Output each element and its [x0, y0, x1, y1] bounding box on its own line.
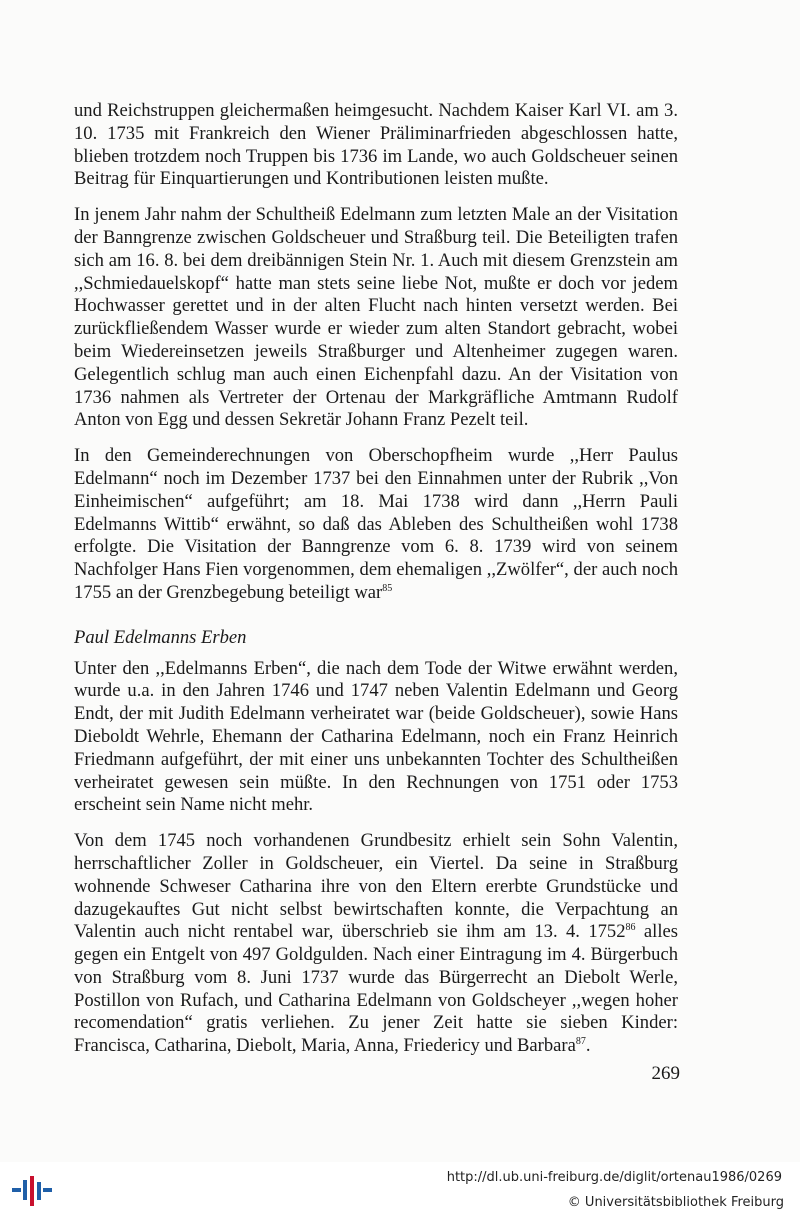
paragraph-4-text: Unter den ,,Edelmanns Erben“, die nach dem Tode der Witwe erwähnt werden, wurde u.a. in den Jahren 1746 und 1747 neben Valentin Edelmann und Georg Endt, der mit Judith Edelmann verheiratet war (beide Goldscheuer), sowie Hans Dieboldt Wehrle, Ehemann der Catharina Edelmann, noch ein Franz Heinrich Friedmann aufgeführt, der mit einer uns unbekannten Tochter des Schultheißen verheiratet gewesen sein müßte. In den Rechnungen von 1751 oder 1753 erscheint sein Name nicht mehr. — [74, 657, 678, 816]
paragraph-5-text-c: . — [585, 1035, 591, 1057]
paragraph-1 — [74, 100, 678, 191]
body-text — [74, 100, 678, 1071]
paragraph-4 — [74, 658, 678, 818]
paragraph-3-text: In den Gemeinderechnungen von Oberschopfheim wurde ,,Herr Paulus Edelmann“ noch im Dezember 1737 bei den Einnahmen unter der Rubrik ,,Von Einheimischen“ aufgeführt; am 18. Mai 1738 wird dann ,,Herrn Pauli Edelmanns Wittib“ erwähnt, so daß das Ableben des Schultheißen wohl 1738 erfolgte. Die Visitation der Banngrenze vom 6. 8. 1739 wird von seinem Nachfolger Hans Fien vorgenommen, dem ehemaligen ,,Zwölfer“, der auch noch 1755 an der Grenzbegebung beteiligt war — [74, 445, 678, 603]
permalink-url[interactable]: http://dl.ub.uni-freiburg.de/diglit/ortenau1986/0269 — [446, 1170, 782, 1185]
ub-freiburg-logo-icon — [10, 1172, 54, 1210]
paragraph-2-text: In jenem Jahr nahm der Schultheiß Edelmann zum letzten Male an der Visitation der Banngrenze zwischen Goldscheuer und Straßburg teil. Die Beteiligten trafen sich am 16. 8. bei dem dreibännigen Stein Nr. 1. Auch mit diesem Grenzstein am ,,Schmiedauelskopf“ hatte man stets seine liebe Not, mußte er doch vor jedem Hochwasser gerettet und in der alten Flucht nach hinten versetzt werden. Bei zurückfließendem Wasser wurde er wieder zum alten Standort gebracht, wobei beim Wiedereinsetzen jeweils Straßburger und Altenheimer zugegen waren. Gelegentlich schlug man auch einen Eichenpfahl dazu. An der Visitation von 1736 nahmen als Vertreter der Ortenau der Markgräfliche Amtmann Rudolf Anton von Egg und dessen Sekretär Johann Franz Pezelt teil. — [74, 204, 678, 431]
footnote-ref-86: 86 — [625, 922, 636, 934]
paragraph-3 — [74, 445, 678, 605]
copyright-notice: © Universitätsbibliothek Freiburg — [567, 1195, 784, 1210]
page-number: 269 — [651, 1063, 680, 1084]
paragraph-5-text-b: alles gegen ein Entgelt von 497 Goldgulden. Nach einer Eintragung im 4. Bürgerbuch von Straßburg vom 8. Juni 1737 wurde das Bürgerrecht an Diebolt Werle, Postillon von Rufach, und Catharina Edelmann von Goldscheyer ,,wegen hoher recomendation“ gratis verliehen. Zu jener Zeit hatte sie sieben Kinder: Francisca, Catharina, Diebolt, Maria, Anna, Friedericy und Barbara — [74, 921, 678, 1057]
paragraph-5-text-a: Von dem 1745 noch vorhandenen Grundbesitz erhielt sein Sohn Valentin, herrschaftlicher Zoller in Goldscheuer, ein Viertel. Da seine in Straßburg wohnende Schweser Catharina ihre von den Eltern ererbte Grundstücke und dazugekauftes Gut nicht selbst bewirtschaften konnte, die Verpachtung an Valentin auch nicht rentabel war, überschrieb sie ihm am 13. 4. 1752 — [74, 830, 678, 943]
footnote-ref-87: 87 — [575, 1036, 586, 1048]
paragraph-2 — [74, 204, 678, 432]
section-heading: Paul Edelmanns Erben — [74, 626, 247, 648]
paragraph-1-text: und Reichstruppen gleichermaßen heimgesucht. Nachdem Kaiser Karl VI. am 3. 10. 1735 mit Frankreich den Wiener Präliminarfrieden abgeschlossen hatte, blieben trotzdem noch Truppen bis 1736 im Lande, wo auch Goldscheuer seinen Beitrag für Einquartierungen und Kontributionen leisten mußte. — [74, 100, 678, 190]
footnote-ref-85: 85 — [382, 582, 393, 594]
viewer-footer — [0, 1162, 800, 1220]
paragraph-5 — [74, 830, 678, 1058]
